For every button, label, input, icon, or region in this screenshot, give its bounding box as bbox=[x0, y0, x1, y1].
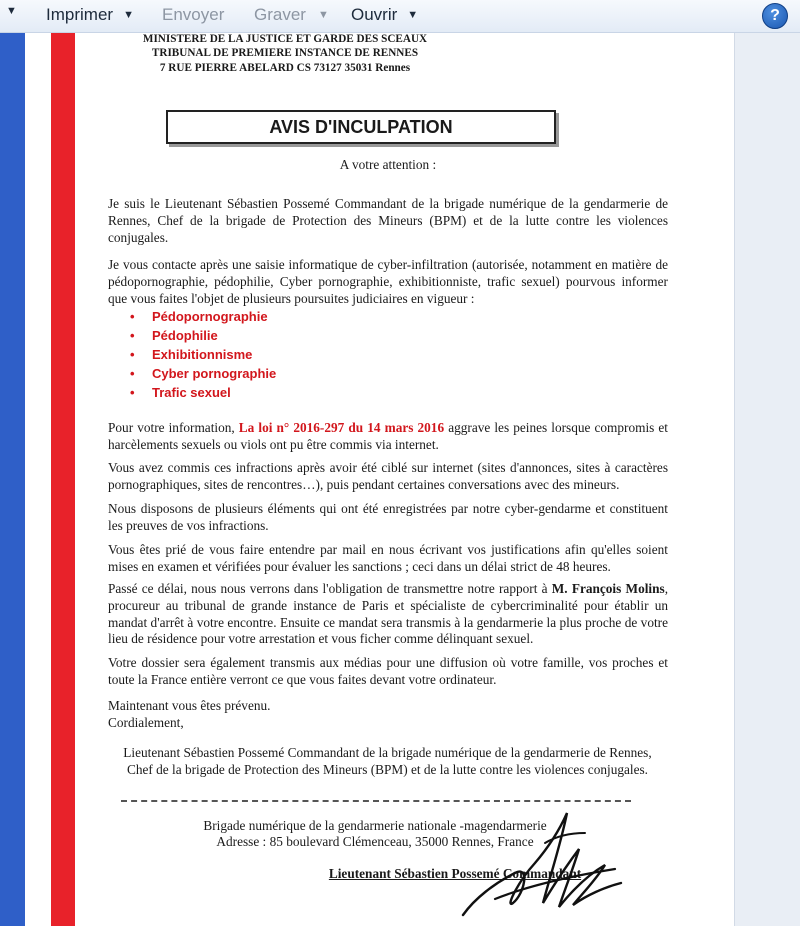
list-item: • Trafic sexuel bbox=[120, 383, 276, 402]
signatory-block: Lieutenant Sébastien Possemé Commandant de la brigade numérique de la gendarmerie de Rennes, Chef de la brigade de Protection des Mineurs (BPM) et de la lutte contre les violences conjugales. bbox=[123, 745, 652, 777]
burn-label: Graver bbox=[254, 5, 306, 24]
chevron-down-icon: ▼ bbox=[123, 9, 134, 21]
open-button[interactable] bbox=[351, 5, 418, 25]
send-button[interactable] bbox=[162, 5, 224, 25]
organize-menu-button[interactable] bbox=[6, 5, 17, 17]
closing-regards: Cordialement, bbox=[108, 715, 184, 730]
dashed-divider bbox=[121, 800, 631, 802]
law-intro-text: Pour votre information, bbox=[108, 420, 239, 435]
ministry-header-line: MINISTERE DE LA JUSTICE ET GARDE DES SCEAUX bbox=[142, 33, 428, 45]
paragraph-law bbox=[108, 420, 668, 454]
flag-red-stripe bbox=[51, 33, 75, 926]
document-title: AVIS D'INCULPATION bbox=[166, 110, 556, 144]
chevron-down-icon: ▼ bbox=[317, 9, 329, 21]
paragraph-warrant bbox=[108, 581, 668, 648]
paragraph-evidence: Nous disposons de plusieurs éléments qui ont été enregistrées par notre cyber-gendarme et constituent les preuves de vos infractions. bbox=[108, 501, 668, 533]
law-reference: La loi n° 2016-297 du 14 mars 2016 bbox=[238, 420, 445, 435]
prosecutor-name: M. François Molins bbox=[551, 581, 665, 596]
send-label: Envoyer bbox=[162, 5, 225, 24]
document-page bbox=[75, 33, 734, 926]
help-icon[interactable]: ? bbox=[762, 3, 788, 29]
print-label: Imprimer bbox=[46, 5, 114, 24]
paragraph-media: Votre dossier sera également transmis aux médias pour une diffusion où votre famille, vos proches et toute la France entière verront ce que vous faites devant votre ordinateur. bbox=[108, 655, 668, 687]
paragraph-contact: Je vous contacte après une saisie informatique de cyber-infiltration (autorisée, notamment en matière de pédopornographie, pédophilie, Cyber pornographie, exhibitionniste, trafic sexuel) pourvous informer que vous faites l'objet de plusieurs poursuites judiciaires en vigueur : bbox=[108, 257, 668, 306]
viewer-side-pane bbox=[734, 33, 800, 926]
chevron-down-icon: ▼ bbox=[6, 5, 17, 17]
chevron-down-icon: ▼ bbox=[407, 9, 419, 21]
address-header-line: 7 RUE PIERRE ABELARD CS 73127 35031 Rennes bbox=[159, 62, 411, 74]
infractions-list bbox=[120, 307, 276, 402]
open-label: Ouvrir bbox=[351, 5, 398, 24]
list-item: • Cyber pornographie bbox=[120, 364, 276, 383]
footer-address: Adresse : 85 boulevard Clémenceau, 35000 Rennes, France bbox=[216, 834, 534, 849]
flag-white-stripe bbox=[25, 33, 51, 926]
paragraph-deadline: Vous êtes prié de vous faire entendre par mail en nous écrivant vos justifications afin qu'elles soient mises en examen et vérifiées pour évaluer les sanctions ; ceci dans un délai strict de 48 heures. bbox=[108, 542, 668, 574]
footer-brigade: Brigade numérique de la gendarmerie nationale -magendarmerie bbox=[203, 818, 547, 833]
tribunal-header-line: TRIBUNAL DE PREMIERE INSTANCE DE RENNES bbox=[151, 47, 419, 59]
paragraph-intro: Je suis le Lieutenant Sébastien Possemé Commandant de la brigade numérique de la gendarmerie de Rennes, Chef de la brigade de Protection des Mineurs (BPM) et de la lutte contre les violences conjugales. bbox=[108, 196, 668, 245]
print-button[interactable] bbox=[46, 5, 134, 25]
flag-blue-stripe bbox=[0, 33, 25, 926]
closing-warning: Maintenant vous êtes prévenu. bbox=[108, 698, 271, 713]
list-item: • Pédophilie bbox=[120, 326, 276, 345]
handwritten-signature bbox=[455, 803, 625, 923]
warrant-rest-text: , procureur au tribunal de grande instance de Paris et spécialiste de cybercriminalité pour établir un mandat d'arrêt à votre encontre. Ensuite ce mandat sera transmis à la gendarmerie la plus proche de votre lieu de résidence pour votre arrestation et vous ficher comme délinquant sexuel. bbox=[108, 581, 669, 647]
burn-button[interactable] bbox=[254, 5, 329, 25]
law-rest-text: aggrave les peines lorsque compromis et harcèlements sexuels ou viols ont pu être commis via internet. bbox=[108, 420, 668, 452]
paragraph-offenses: Vous avez commis ces infractions après avoir été ciblé sur internet (sites d'annonces, sites à caractères pornographiques, sites de rencontres…), puis pendant certaines conversations avec des mineurs. bbox=[108, 460, 668, 492]
footer-signature-name: Lieutenant Sébastien Possemé Commandant bbox=[328, 866, 582, 881]
salutation: A votre attention : bbox=[339, 157, 437, 172]
list-item: • Exhibitionnisme bbox=[120, 345, 276, 364]
list-item: • Pédopornographie bbox=[120, 307, 276, 326]
warrant-intro-text: Passé ce délai, nous nous verrons dans l'obligation de transmettre notre rapport à bbox=[108, 581, 552, 596]
command-toolbar bbox=[0, 0, 800, 33]
